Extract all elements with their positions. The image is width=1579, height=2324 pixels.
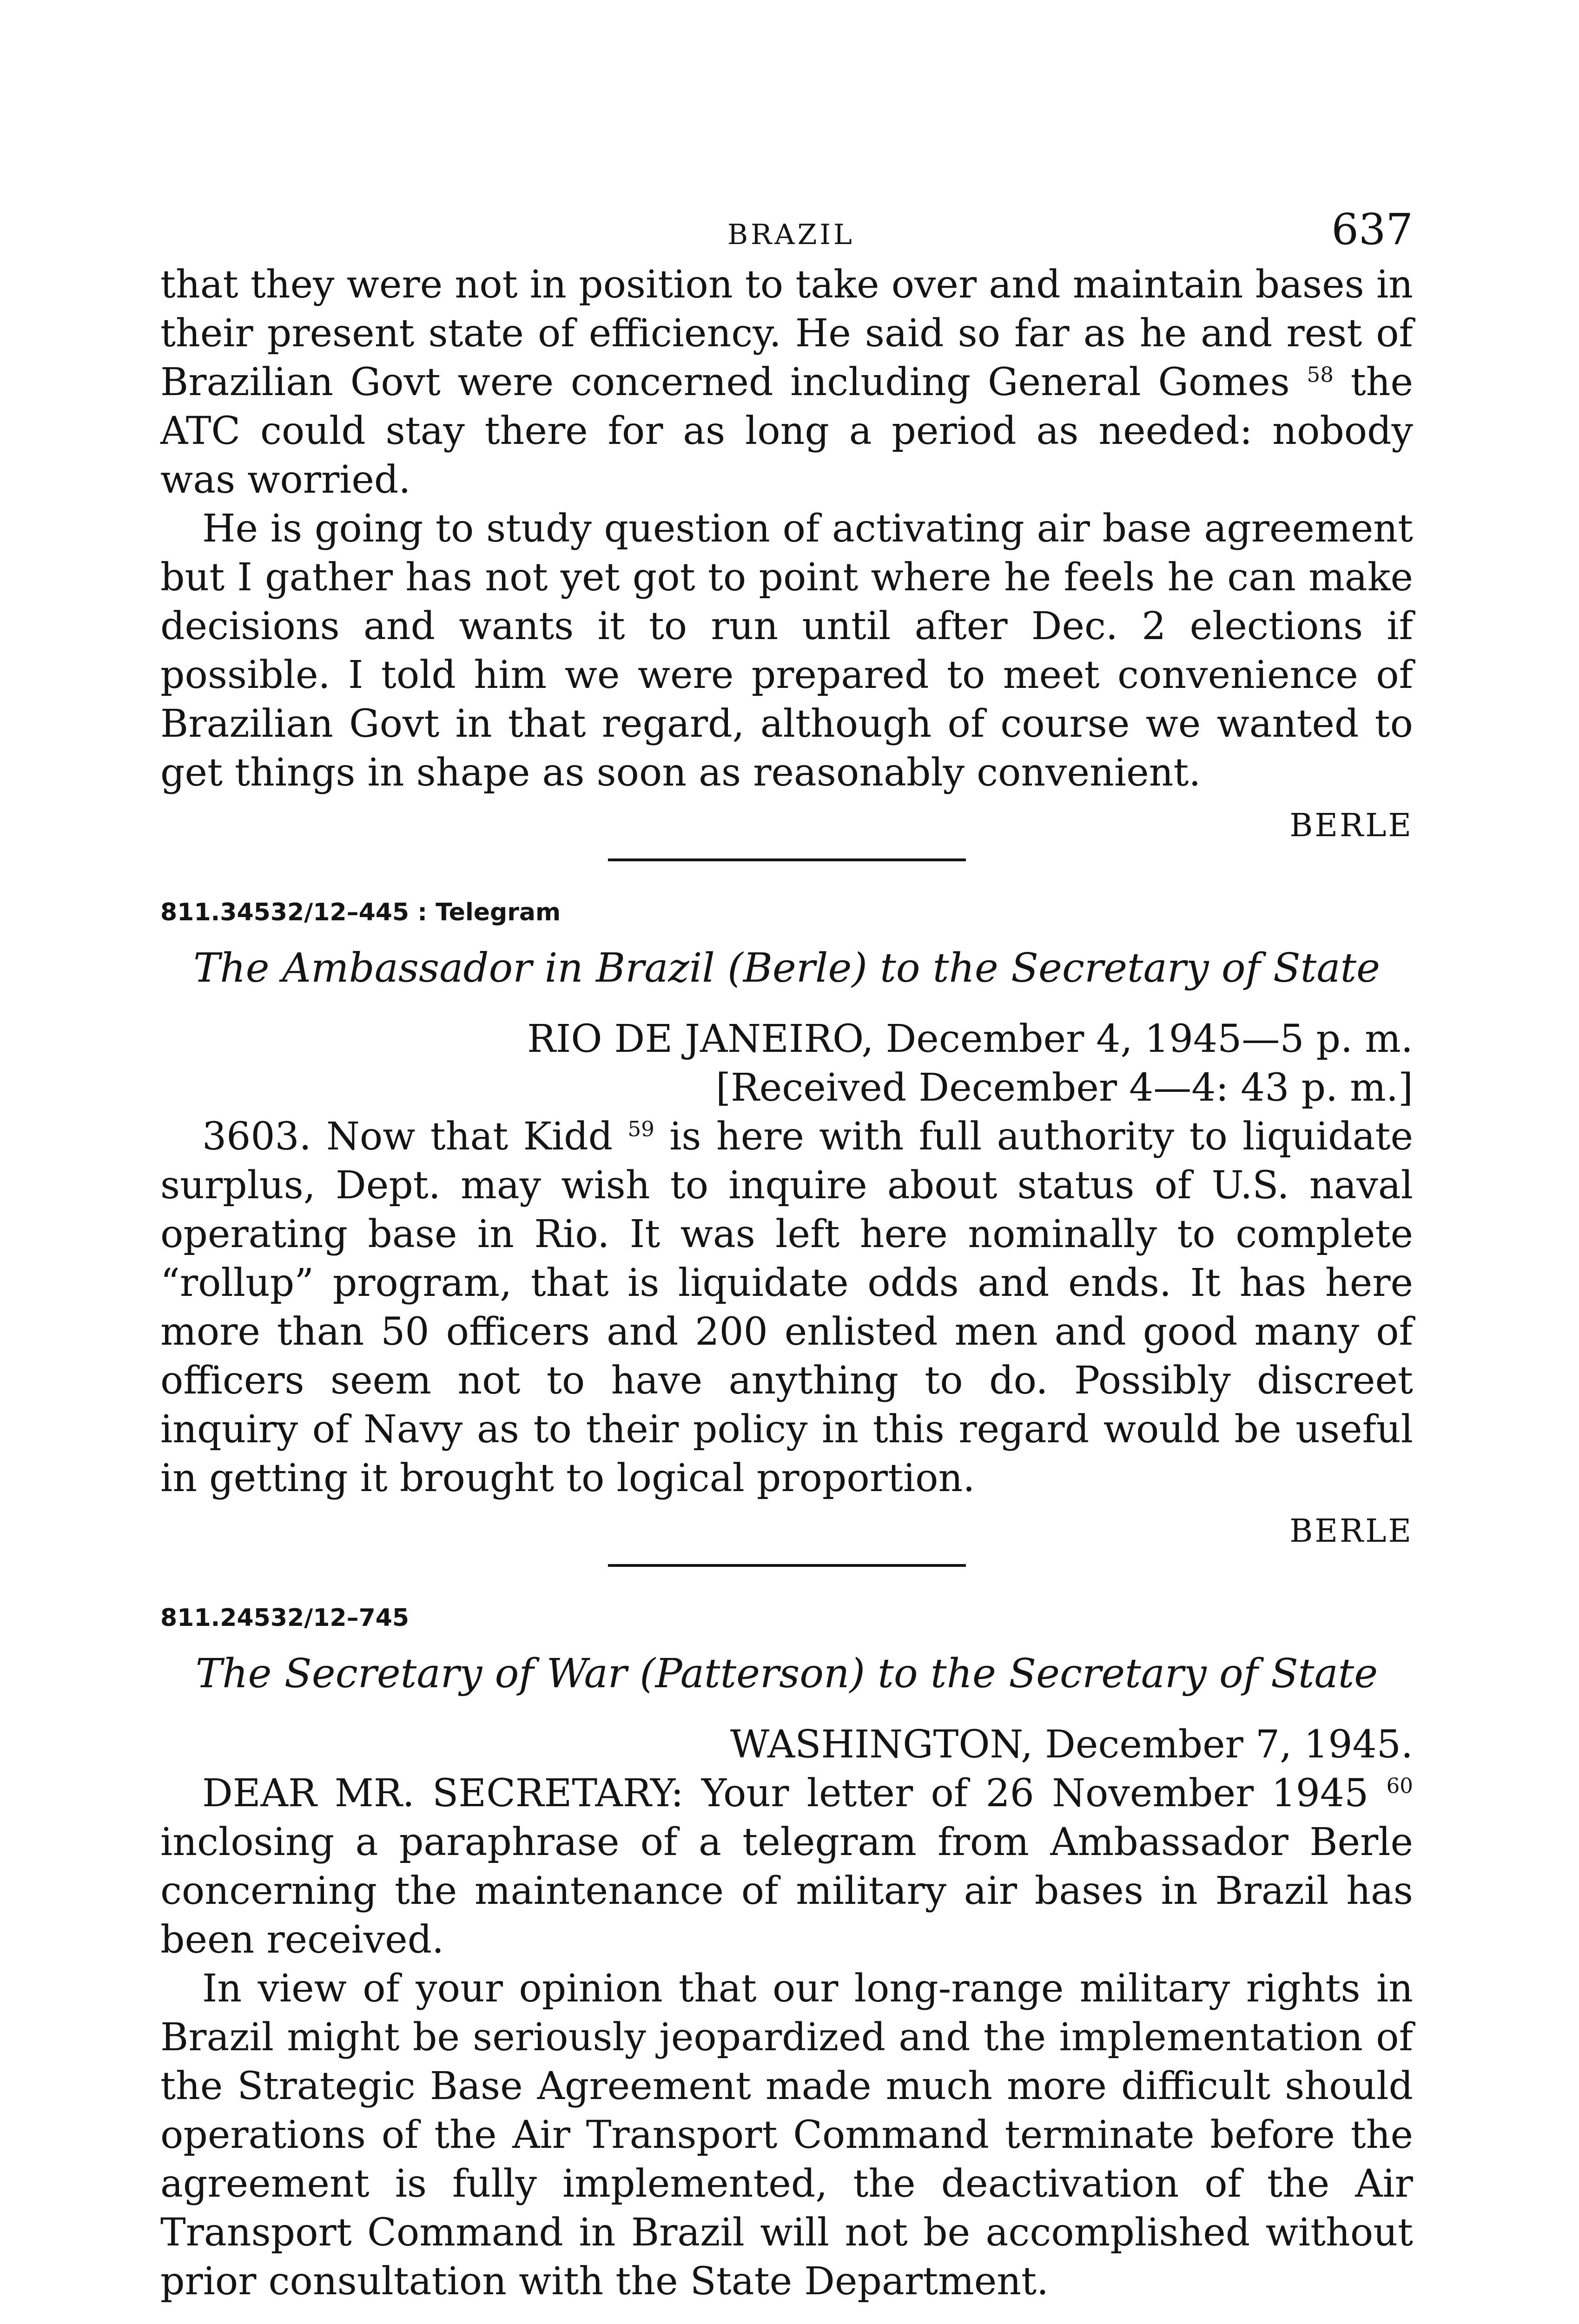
signature-berle-1: BERLE <box>1289 807 1413 844</box>
footnote-ref-58: 58 <box>1307 362 1334 387</box>
running-head: BRAZIL <box>727 218 855 251</box>
telegram-body: 3603. Now that Kidd $^{59}$ is here with full authority to liquidate surplus, Dept. may wish to inquire about status of U.S. naval operating base in Rio. It was left here nominally to complete “rollup” program, that is liquidate odds and ends. It has here more than 50 officers and 200 enlisted men and good many of officers seem not to have anything to do. Possibly discreet inquiry of Navy as to their policy in this regard would be useful in getting it brought to logical proportion. <box>160 1115 1414 1500</box>
page-header <box>160 205 1413 260</box>
dateline-received: [Received December 4—4: 43 p. m.] <box>716 1066 1413 1110</box>
file-reference-letter: 811.24532/12–745 <box>160 1604 410 1632</box>
section-divider-2 <box>608 1564 966 1567</box>
document-page <box>160 205 1413 2324</box>
dateline-rio <box>160 1015 1413 1112</box>
file-reference-telegram: 811.34532/12–445 : Telegram <box>160 898 561 926</box>
letter-paragraph-1: DEAR MR. SECRETARY: Your letter of 26 November 1945 $^{60}$ inclosing a paraphrase of a telegram from Ambassador Berle concerning the maintenance of military air bases in Brazil has been received. <box>160 1771 1413 1962</box>
signature-berle-2: BERLE <box>1289 1513 1413 1550</box>
continuation-paragraph-2: He is going to study question of activating air base agreement but I gather has not yet got to point where he feels he can make decisions and wants it to run until after Dec. 2 elections if possible. I told him we were prepared to meet convenience of Brazilian Govt in that regard, although of course we wanted to get things in shape as soon as reasonably convenient. <box>160 507 1413 795</box>
page-number: 637 <box>1331 205 1413 254</box>
footnote-ref-60: 60 <box>1386 1773 1413 1798</box>
section-divider-1 <box>608 858 966 861</box>
continuation-paragraph-1: that they were not in position to take over and maintain bases in their present state of efficiency. He said so far as he and rest of Brazilian Govt were concerned including General Gomes $^{58}$ the ATC could stay there for as long a period as needed: nobody was worried. <box>160 263 1413 502</box>
dateline-sent: RIO DE JANEIRO, December 4, 1945—5 p. m. <box>527 1017 1413 1061</box>
footnote-ref-59: 59 <box>628 1116 654 1142</box>
document-title-ambassador: The Ambassador in Brazil (Berle) to the Secretary of State <box>193 945 1381 991</box>
document-title-secretary-of-war: The Secretary of War (Patterson) to the Secretary of State <box>195 1651 1378 1697</box>
letter-paragraph-2: In view of your opinion that our long-range military rights in Brazil might be seriously jeopardized and the implementation of the Strategic Base Agreement made much more difficult should operations of the Air Transport Command terminate before the agreement is fully implemented, the deactivation of the Air Transport Command in Brazil will not be accomplished without prior consultation with the State Department. <box>160 1967 1413 2304</box>
dateline-washington: WASHINGTON, December 7, 1945. <box>730 1723 1413 1767</box>
